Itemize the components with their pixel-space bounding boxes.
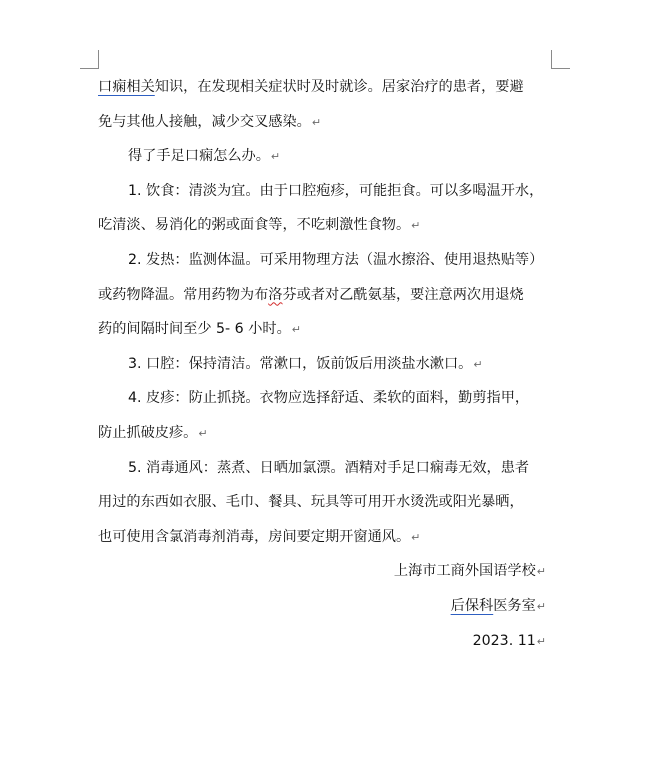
fever-line-2 (98, 278, 554, 313)
document-body (98, 70, 554, 658)
fever-line-3 (98, 312, 554, 347)
paragraph-mark: ↵ (198, 426, 208, 440)
signature-school-line (98, 554, 554, 589)
rash-line-1-text: 4. 皮疹：防止抓挠。衣物应选择舒适、柔软的面料，勤剪指甲， (128, 390, 530, 407)
paragraph-mark: ↵ (411, 219, 421, 233)
fever-line-3-text: 药的间隔时间至少 5- 6 小时。 (98, 321, 291, 338)
paragraph-mark: ↵ (536, 634, 546, 648)
fever-line-2-post: 芬或者对乙酰氨基，要注意两次用退烧 (282, 286, 524, 303)
signature-dept-line (98, 589, 554, 624)
heading-line (98, 139, 554, 174)
intro-link-text[interactable]: 口痫相关 (98, 79, 155, 95)
signature-dept-rest: 医务室 (493, 597, 536, 614)
diet-line-1-text: 1. 饮食：清淡为宜。由于口腔疱疹，可能拒食。可以多喝温开水， (128, 182, 544, 199)
disinfect-line-1 (98, 451, 554, 486)
fever-line-1-text: 2. 发热：监测体温。可采用物理方法（温水擦浴、使用退热贴等） (128, 251, 544, 268)
signature-dept-link[interactable]: 后保科 (450, 597, 494, 614)
paragraph-mark: ↵ (291, 323, 301, 337)
paragraph-mark: ↵ (536, 565, 546, 579)
intro-line-2-text: 免与其他人接触，减少交叉感染。 (98, 113, 311, 130)
fever-line-1 (98, 243, 554, 278)
diet-line-2-text: 吃清淡、易消化的粥或面食等，不吃刺激性食物。 (98, 217, 411, 234)
intro-line-1-text: 知识，在发现相关症状时及时就诊。居家治疗的患者，要避 (154, 79, 524, 95)
mouth-line-1 (98, 347, 554, 382)
spellcheck-flagged-word[interactable]: 洛 (268, 286, 283, 303)
intro-line-2 (98, 105, 554, 140)
intro-line-1 (98, 70, 554, 105)
mouth-line-1-text: 3. 口腔：保持清洁。常漱口，饭前饭后用淡盐水漱口。 (128, 355, 473, 372)
rash-line-2 (98, 416, 554, 451)
signature-school: 上海市工商外国语学校 (393, 563, 536, 580)
disinfect-line-3 (98, 520, 554, 555)
paragraph-mark: ↵ (270, 150, 281, 164)
rash-line-1 (98, 381, 554, 416)
rash-line-2-text: 防止抓破皮疹。 (98, 424, 198, 441)
heading-text: 得了手足口痫怎么办。 (128, 148, 270, 165)
signature-date: 2023. 11 (472, 632, 536, 649)
paragraph-mark: ↵ (411, 530, 421, 544)
disinfect-line-3-text: 也可使用含氯消毒剂消毒，房间要定期开窗通风。 (98, 528, 411, 545)
paragraph-mark: ↵ (473, 357, 483, 371)
paragraph-mark: ↵ (311, 115, 322, 129)
disinfect-line-2-text: 用过的东西如衣服、毛巾、餐具、玩具等可用开水烫洗或阳光暴晒， (98, 494, 524, 511)
disinfect-line-1-text: 5. 消毒通风：蒸煮、日晒加氯漂。酒精对手足口痫毒无效，患者 (128, 459, 530, 476)
crop-mark-top-left (80, 50, 99, 69)
diet-line-2 (98, 208, 554, 243)
signature-date-line (98, 624, 554, 659)
disinfect-line-2 (98, 485, 554, 520)
paragraph-mark: ↵ (536, 599, 546, 613)
fever-line-2-pre: 或药物降温。常用药物为布 (98, 286, 269, 303)
crop-mark-top-right (551, 50, 570, 69)
diet-line-1 (98, 174, 554, 209)
